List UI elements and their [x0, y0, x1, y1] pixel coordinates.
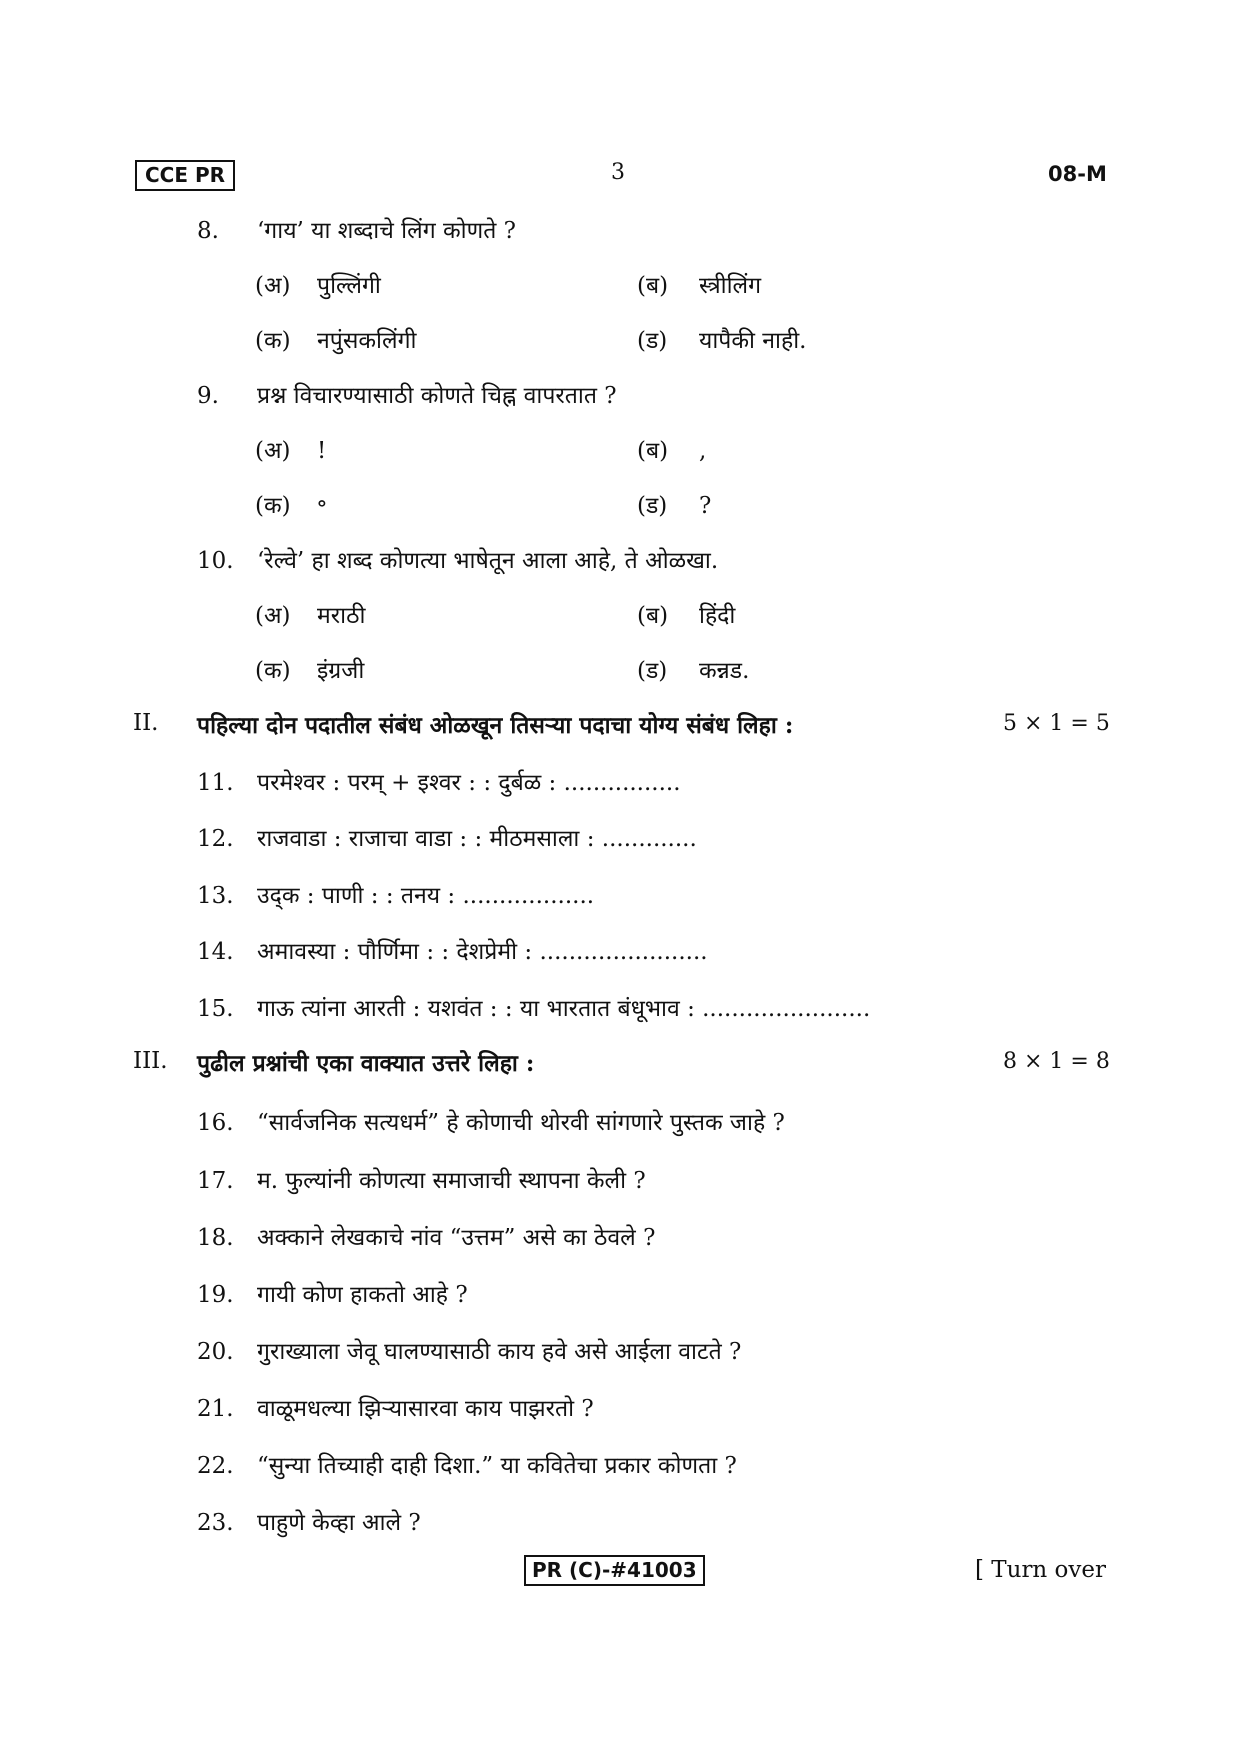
- question-number: 23.: [197, 1510, 234, 1536]
- question-text: उद्क : पाणी : : तनय : ..................: [257, 883, 595, 909]
- option-b: [637, 598, 735, 630]
- option-text: नपुंसकलिंगी: [317, 328, 417, 354]
- turn-over: [ Turn over: [975, 1557, 1107, 1583]
- question-14: [197, 934, 708, 966]
- option-c: [255, 323, 417, 355]
- option-text: यापैकी नाही.: [699, 328, 807, 354]
- question-15: [197, 991, 870, 1023]
- header-left-code: CCE PR: [135, 160, 235, 191]
- question-text: ‘रेल्वे’ हा शब्द कोणत्या भाषेतून आला आहे, ते ओळखा.: [257, 548, 719, 574]
- question-number: 10.: [197, 548, 234, 574]
- question-text: म. फुल्यांनी कोणत्या समाजाची स्थापना केली ?: [257, 1168, 646, 1194]
- option-text: !: [317, 438, 327, 464]
- option-text: ,: [699, 438, 707, 464]
- question-number: 12.: [197, 826, 234, 852]
- question-12: [197, 821, 697, 853]
- question-text: परमेश्वर : परम् + इश्वर : : दुर्बळ : ................: [257, 770, 681, 796]
- question-number: 15.: [197, 996, 234, 1022]
- option-text: ?: [699, 493, 712, 519]
- question-number: 14.: [197, 939, 234, 965]
- option-label: (ब): [637, 273, 669, 299]
- question-text: पाहुणे केव्हा आले ?: [257, 1510, 421, 1536]
- option-text: मराठी: [317, 603, 366, 629]
- option-d: [637, 488, 711, 520]
- question-8: [197, 213, 516, 245]
- option-text: पुल्लिंगी: [317, 273, 381, 299]
- option-c: [255, 653, 364, 685]
- question-number: 11.: [197, 770, 234, 796]
- page-number: 3: [611, 160, 625, 185]
- question-number: 16.: [197, 1110, 234, 1136]
- question-number: 18.: [197, 1225, 234, 1251]
- question-text: गुराख्याला जेवू घालण्यासाठी काय हवे असे आईला वाटते ?: [257, 1339, 742, 1365]
- option-label: (ब): [637, 438, 669, 464]
- option-d: [637, 653, 749, 685]
- option-b: [637, 433, 706, 465]
- section-2-marks: 5 × 1 = 5: [1003, 711, 1110, 736]
- question-text: वाळूमधल्या झिऱ्यासारवा काय पाझरतो ?: [257, 1396, 594, 1422]
- option-label: (अ): [255, 603, 291, 629]
- option-label: (ड): [637, 493, 668, 519]
- question-11: [197, 765, 681, 797]
- section-2-title: पहिल्या दोन पदातील संबंध ओळखून तिसऱ्या पदाचा योग्य संबंध लिहा :: [197, 712, 794, 739]
- question-22: [197, 1448, 737, 1480]
- question-20: [197, 1334, 741, 1366]
- option-label: (अ): [255, 438, 291, 464]
- question-text: अमावस्या : पौर्णिमा : : देशप्रेमी : .......................: [257, 939, 708, 965]
- option-label: (क): [255, 658, 291, 684]
- question-text: ‘गाय’ या शब्दाचे लिंग कोणते ?: [257, 218, 516, 244]
- question-19: [197, 1277, 468, 1309]
- question-text: “सार्वजनिक सत्यधर्म” हे कोणाची थोरवी सांगणारे पुस्तक जाहे ?: [257, 1110, 785, 1136]
- question-number: 9.: [197, 383, 219, 409]
- question-number: 21.: [197, 1396, 234, 1422]
- footer-code: PR (C)-#41003: [524, 1555, 705, 1586]
- question-17: [197, 1163, 646, 1195]
- question-text: “सुन्या तिच्याही दाही दिशा.” या कवितेचा प्रकार कोणता ?: [257, 1453, 737, 1479]
- section-3-roman: III.: [133, 1048, 168, 1074]
- question-number: 13.: [197, 883, 234, 909]
- question-number: 22.: [197, 1453, 234, 1479]
- option-a: [255, 268, 381, 300]
- option-label: (क): [255, 493, 291, 519]
- option-text: इंग्रजी: [317, 658, 365, 684]
- question-number: 19.: [197, 1282, 234, 1308]
- option-text: ॰: [317, 493, 327, 519]
- question-23: [197, 1505, 421, 1537]
- question-10: [197, 543, 718, 575]
- option-text: स्त्रीलिंग: [699, 273, 762, 299]
- question-16: [197, 1105, 785, 1137]
- option-a: [255, 598, 365, 630]
- question-text: गाऊ त्यांना आरती : यशवंत : : या भारतात बंधूभाव : .......................: [257, 996, 871, 1022]
- question-text: गायी कोण हाकतो आहे ?: [257, 1282, 468, 1308]
- question-13: [197, 878, 594, 910]
- option-label: (ब): [637, 603, 669, 629]
- option-a: [255, 433, 326, 465]
- question-text: प्रश्न विचारण्यासाठी कोणते चिह्न वापरतात ?: [257, 383, 617, 409]
- option-text: कन्नड.: [699, 658, 750, 684]
- section-3-title: पुढील प्रश्नांची एका वाक्यात उत्तरे लिहा :: [197, 1050, 535, 1077]
- question-9: [197, 378, 617, 410]
- question-number: 17.: [197, 1168, 234, 1194]
- question-21: [197, 1391, 594, 1423]
- option-c: [255, 488, 327, 520]
- option-text: हिंदी: [699, 603, 736, 629]
- header-right-code: 08-M: [1048, 162, 1107, 186]
- option-d: [637, 323, 807, 355]
- option-b: [637, 268, 761, 300]
- option-label: (क): [255, 328, 291, 354]
- question-text: राजवाडा : राजाचा वाडा : : मीठमसाला : .............: [257, 826, 697, 852]
- option-label: (ड): [637, 658, 668, 684]
- question-number: 20.: [197, 1339, 234, 1365]
- option-label: (अ): [255, 273, 291, 299]
- option-label: (ड): [637, 328, 668, 354]
- question-18: [197, 1220, 655, 1252]
- question-number: 8.: [197, 218, 219, 244]
- section-2-roman: II.: [133, 710, 159, 736]
- section-3-marks: 8 × 1 = 8: [1003, 1049, 1110, 1074]
- question-text: अक्काने लेखकाचे नांव “उत्तम” असे का ठेवले ?: [257, 1225, 656, 1251]
